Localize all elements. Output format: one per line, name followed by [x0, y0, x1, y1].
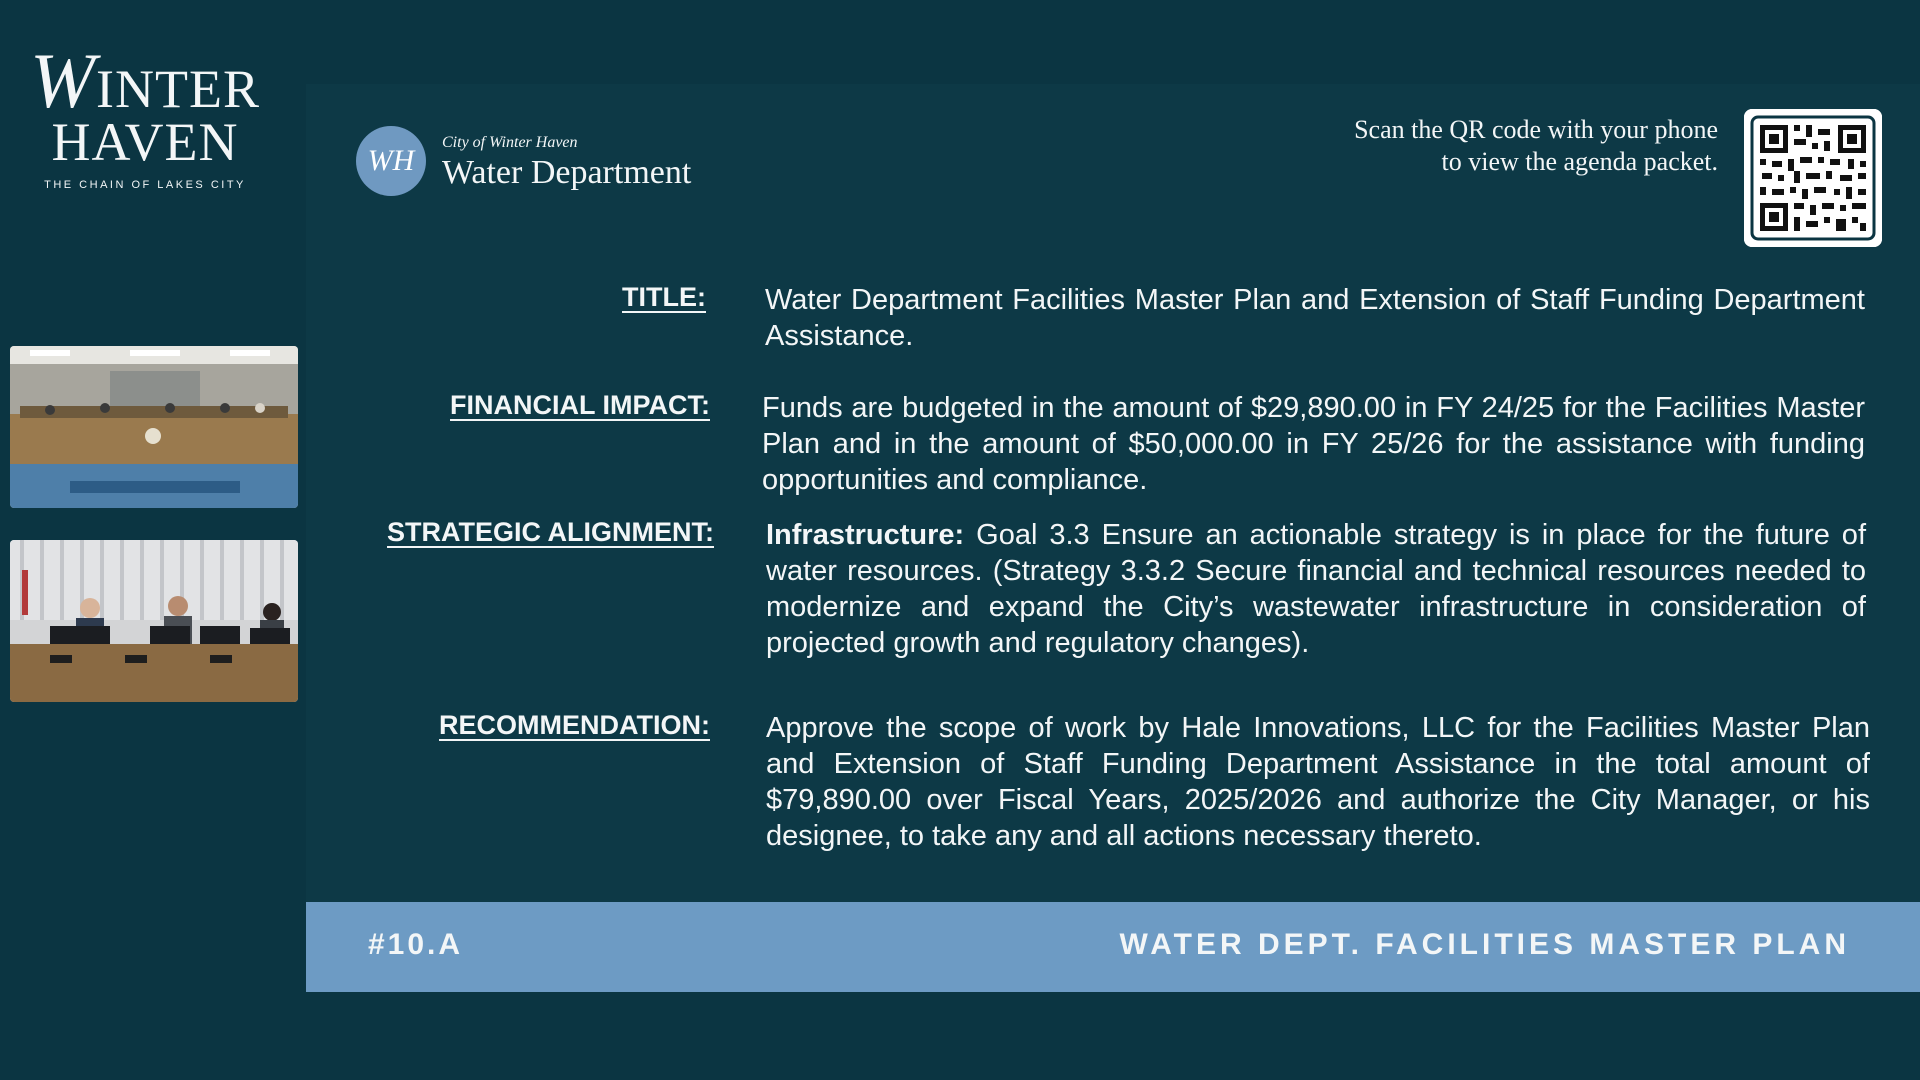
- logo-initial: W: [30, 37, 96, 124]
- agenda-slide: [306, 84, 1920, 992]
- dept-heading: [442, 134, 691, 192]
- strategic-alignment-category: Infrastructure:: [766, 519, 965, 551]
- chamber-camera-image: [10, 346, 298, 508]
- strategic-alignment-text: Goal 3.3 Ensure an actionable strategy is in place for the future of water resources. (Strategy 3.3.2 Secure financial and technical resources needed to modernize and expand the City’s wastewater infrastructure in consideration of projected growth and regulatory changes).: [766, 519, 1866, 659]
- agenda-item-banner: [306, 902, 1920, 992]
- dept-name: Water Department: [442, 154, 692, 191]
- logo-word-1: INTER: [96, 59, 260, 119]
- financial-impact-label: FINANCIAL IMPACT:: [450, 390, 710, 420]
- strategic-alignment-value: [766, 517, 1866, 661]
- qr-instructions: [1354, 114, 1718, 178]
- video-feed-chamber[interactable]: [10, 346, 298, 508]
- title-value: Water Department Facilities Master Plan and Extension of Staff Funding Department Assistance.: [765, 284, 1865, 352]
- dept-logo-monogram: WH: [367, 144, 415, 177]
- financial-impact-value: Funds are budgeted in the amount of $29,890.00 in FY 24/25 for the Facilities Master Plan and in the amount of $50,000.00 in FY 25/26 for the assistance with funding opportunities and compliance.: [762, 392, 1865, 496]
- dais-camera-image: [10, 540, 298, 702]
- logo-word-2: HAVEN: [51, 112, 239, 172]
- video-feed-dais[interactable]: [10, 540, 298, 702]
- recommendation-value: Approve the scope of work by Hale Innovations, LLC for the Facilities Master Plan and Extension of Staff Funding Department Assistance in the total amount of $79,890.00 over Fiscal Years, 2025/2026 and authorize the City Manager, or his designee, to take any and all actions necessary thereto.: [766, 712, 1870, 852]
- winter-haven-logo: [30, 37, 260, 191]
- water-dept-logo: [356, 126, 426, 196]
- qr-code-icon: [1744, 109, 1882, 247]
- agenda-item-title: WATER DEPT. FACILITIES MASTER PLAN: [1119, 928, 1850, 961]
- city-name: City of Winter Haven: [442, 134, 578, 151]
- qr-instruction-line-1: Scan the QR code with your phone: [1354, 115, 1718, 144]
- agenda-item-number: #10.A: [368, 928, 464, 961]
- qr-instruction-line-2: to view the agenda packet.: [1441, 147, 1718, 176]
- recommendation-label: RECOMMENDATION:: [439, 710, 710, 740]
- qr-code[interactable]: [1744, 109, 1882, 247]
- title-label: TITLE:: [622, 282, 706, 312]
- logo-tagline: THE CHAIN OF LAKES CITY: [44, 179, 246, 191]
- sidebar: [0, 0, 306, 1080]
- strategic-alignment-label: STRATEGIC ALIGNMENT:: [387, 517, 714, 547]
